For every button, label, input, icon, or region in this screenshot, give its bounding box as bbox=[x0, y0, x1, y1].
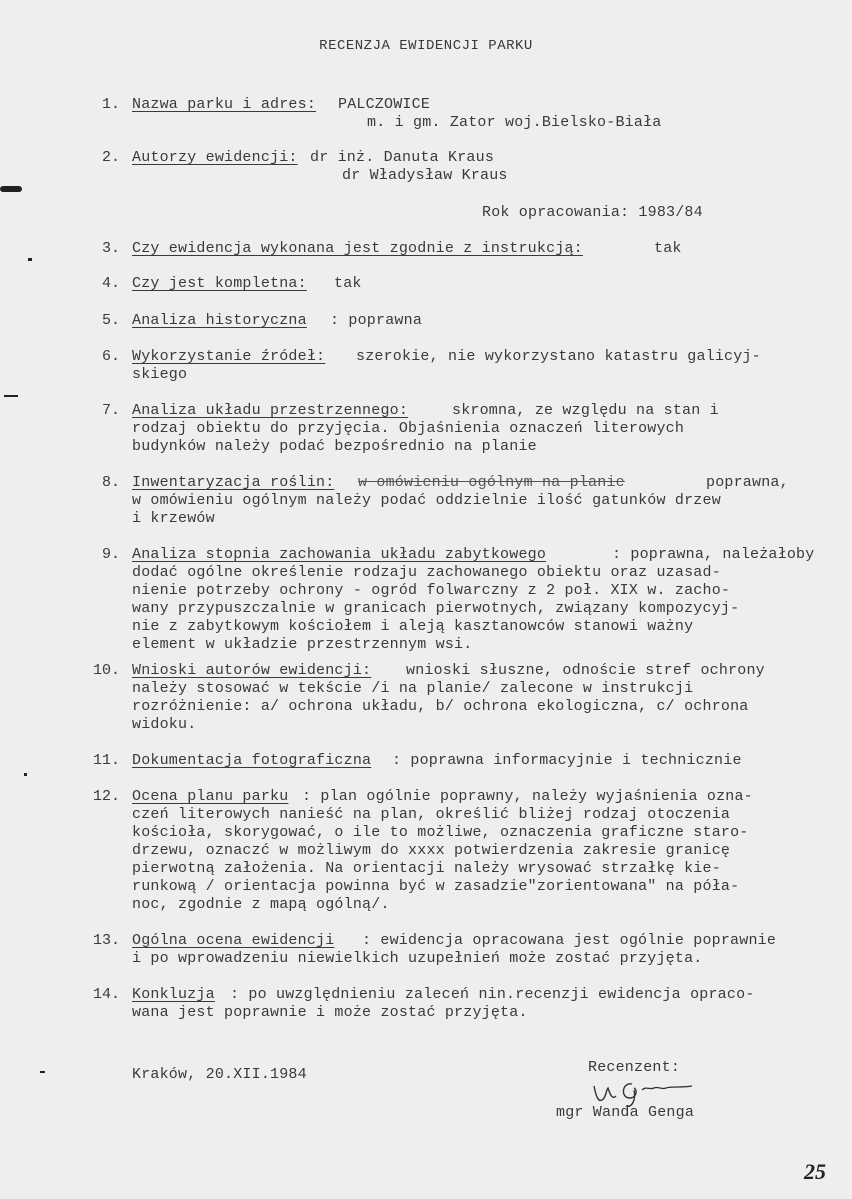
item-text: wnioski słuszne, odnoście stref ochrony bbox=[406, 662, 765, 679]
item-number: 14. bbox=[92, 986, 120, 1003]
item-label: Konkluzja bbox=[132, 986, 215, 1003]
item-number: 3. bbox=[101, 240, 120, 257]
item-label: Autorzy ewidencji: bbox=[132, 149, 298, 166]
item-number: 4. bbox=[101, 275, 120, 292]
item-number: 1. bbox=[101, 96, 120, 113]
year-of-study: Rok opracowania: 1983/84 bbox=[482, 204, 703, 221]
item-text: nienie potrzeby ochrony - ogród folwarczny z 2 poł. XIX w. zacho- bbox=[132, 582, 731, 599]
item-text: wany przypuszczalnie w granicach pierwotnych, związany kompozycyj- bbox=[132, 600, 740, 617]
item-text: drzewu, oznaczć w możliwym do xxxx potwierdzenia zakresie granicę bbox=[132, 842, 731, 859]
item-text: PALCZOWICE bbox=[338, 96, 431, 113]
item-number: 7. bbox=[101, 402, 120, 419]
item-number: 13. bbox=[92, 932, 120, 949]
item-label: Inwentaryzacja roślin: bbox=[132, 474, 335, 491]
item-text: skromna, ze względu na stan i bbox=[452, 402, 719, 419]
document-title: RECENZJA EWIDENCJI PARKU bbox=[319, 38, 533, 54]
item-text: należy stosować w tekście /i na planie/ zalecone w instrukcji bbox=[132, 680, 694, 697]
margin-mark bbox=[28, 258, 32, 261]
margin-mark bbox=[24, 773, 27, 776]
reviewer-name: mgr Wanda Genga bbox=[556, 1104, 695, 1121]
margin-mark bbox=[40, 1071, 45, 1073]
item-label: Czy ewidencja wykonana jest zgodnie z instrukcją: bbox=[132, 240, 583, 257]
item-text: : ewidencja opracowana jest ogólnie poprawnie bbox=[362, 932, 777, 949]
item-text: : poprawna bbox=[330, 312, 423, 329]
item-text: skiego bbox=[132, 366, 188, 383]
item-text: pierwotną założenia. Na orientacji należy wrysować strzałkę kie- bbox=[132, 860, 721, 877]
margin-mark bbox=[0, 186, 22, 192]
item-text: rozróżnienie: a/ ochrona układu, b/ ochrona ekologiczna, c/ ochrona bbox=[132, 698, 749, 715]
item-number: 8. bbox=[101, 474, 120, 491]
item-text: tak bbox=[334, 275, 362, 292]
item-label: Ogólna ocena ewidencji bbox=[132, 932, 335, 949]
item-text: dr inż. Danuta Kraus bbox=[310, 149, 495, 166]
item-text: : poprawna, należałoby bbox=[612, 546, 815, 563]
item-number: 2. bbox=[101, 149, 120, 166]
item-number: 10. bbox=[92, 662, 120, 679]
item-text: : po uwzględnieniu zaleceń nin.recenzji ewidencja opraco- bbox=[230, 986, 755, 1003]
item-text: widoku. bbox=[132, 716, 197, 733]
item-label: Analiza stopnia zachowania układu zabytkowego bbox=[132, 546, 547, 563]
item-label: Czy jest kompletna: bbox=[132, 275, 307, 292]
item-label: Nazwa parku i adres: bbox=[132, 96, 317, 113]
item-text: czeń literowych nanieść na plan, określić bliżej rodzaj otoczenia bbox=[132, 806, 731, 823]
item-number: 12. bbox=[92, 788, 120, 805]
item-label: Wykorzystanie źródeł: bbox=[132, 348, 326, 365]
item-text: : poprawna informacyjnie i technicznie bbox=[392, 752, 742, 769]
item-text: kościoła, skorygować, o ile to możliwe, oznaczenia graficzne staro- bbox=[132, 824, 749, 841]
item-text: i po wprowadzeniu niewielkich uzupełnień może zostać przyjęta. bbox=[132, 950, 703, 967]
item-label: Analiza historyczna bbox=[132, 312, 307, 329]
item-label: Dokumentacja fotograficzna bbox=[132, 752, 372, 769]
item-text: wana jest poprawnie i może zostać przyjęta. bbox=[132, 1004, 528, 1021]
item-text: szerokie, nie wykorzystano katastru galicyj- bbox=[356, 348, 761, 365]
item-text: dodać ogólne określenie rodzaju zachowanego obiektu oraz uzasad- bbox=[132, 564, 721, 581]
struck-text: w omówieniu ogólnym na planie bbox=[358, 474, 625, 491]
item-text: rodzaj obiektu do przyjęcia. Objaśnienia oznaczeń literowych bbox=[132, 420, 685, 437]
item-number: 9. bbox=[101, 546, 120, 563]
reviewer-label: Recenzent: bbox=[588, 1059, 681, 1076]
item-text: budynków należy podać bezpośrednio na planie bbox=[132, 438, 537, 455]
item-text: m. i gm. Zator woj.Bielsko-Biała bbox=[367, 114, 662, 131]
item-label: Analiza układu przestrzennego: bbox=[132, 402, 409, 419]
item-text: : plan ogólnie poprawny, należy wyjaśnienia ozna- bbox=[302, 788, 753, 805]
item-text: dr Władysław Kraus bbox=[342, 167, 508, 184]
item-text: nie z zabytkowym kościołem i aleją kasztanowców stanowi ważny bbox=[132, 618, 694, 635]
item-number: 6. bbox=[101, 348, 120, 365]
item-text: runkową / orientacja powinna być w zasadzie"zorientowana" na póła- bbox=[132, 878, 740, 895]
item-text: poprawna, bbox=[706, 474, 789, 491]
item-text: tak bbox=[654, 240, 682, 257]
item-text: i krzewów bbox=[132, 510, 215, 527]
item-label: Wnioski autorów ewidencji: bbox=[132, 662, 372, 679]
item-number: 5. bbox=[101, 312, 120, 329]
item-text: noc, zgodnie z mapą ogólną/. bbox=[132, 896, 390, 913]
place-and-date: Kraków, 20.XII.1984 bbox=[132, 1066, 307, 1083]
page-number: 25 bbox=[804, 1159, 826, 1184]
item-text: w omówieniu ogólnym należy podać oddzielnie ilość gatunków drzew bbox=[132, 492, 721, 509]
item-label: Ocena planu parku bbox=[132, 788, 289, 805]
margin-mark bbox=[4, 395, 18, 397]
item-text: element w układzie przestrzennym wsi. bbox=[132, 636, 473, 653]
item-number: 11. bbox=[92, 752, 120, 769]
